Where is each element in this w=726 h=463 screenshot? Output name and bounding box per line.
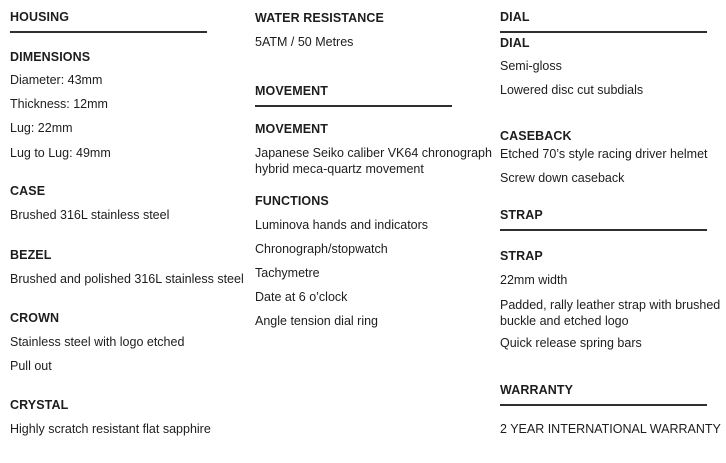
section-heading-movement: MOVEMENT bbox=[255, 84, 452, 107]
spec-dial-finish: Semi-gloss bbox=[500, 59, 562, 73]
spec-strap-material: Padded, rally leather strap with brushed buckle and etched logo bbox=[500, 298, 721, 328]
spec-strap-width: 22mm width bbox=[500, 273, 568, 287]
subheading-crown: CROWN bbox=[10, 311, 60, 325]
spec-bezel-material: Brushed and polished 316L stainless steel bbox=[10, 272, 244, 286]
spec-column-movement bbox=[255, 10, 495, 329]
spec-caseback-type: Screw down caseback bbox=[500, 171, 625, 185]
spec-warranty-term: 2 YEAR INTERNATIONAL WARRANTY bbox=[500, 422, 721, 436]
subheading-water-resistance: WATER RESISTANCE bbox=[255, 11, 384, 25]
section-heading-dial: DIAL bbox=[500, 10, 707, 33]
spec-crystal-material: Highly scratch resistant flat sapphire bbox=[10, 422, 211, 436]
section-heading-housing: HOUSING bbox=[10, 10, 207, 33]
spec-case-material: Brushed 316L stainless steel bbox=[10, 208, 170, 222]
spec-caseback-etching: Etched 70’s style racing driver helmet bbox=[500, 147, 708, 161]
subheading-strap: STRAP bbox=[500, 249, 543, 263]
subheading-case: CASE bbox=[10, 184, 46, 198]
subheading-bezel: BEZEL bbox=[10, 248, 52, 262]
spec-function-chronograph: Chronograph/stopwatch bbox=[255, 242, 388, 256]
subheading-crystal: CRYSTAL bbox=[10, 398, 69, 412]
spec-lug-to-lug: Lug to Lug: 49mm bbox=[10, 146, 111, 160]
subheading-dial: DIAL bbox=[500, 36, 530, 50]
spec-lug: Lug: 22mm bbox=[10, 121, 73, 135]
spec-crown-material: Stainless steel with logo etched bbox=[10, 335, 185, 349]
subheading-movement: MOVEMENT bbox=[255, 122, 329, 136]
subheading-dimensions: DIMENSIONS bbox=[10, 50, 91, 64]
subheading-functions: FUNCTIONS bbox=[255, 194, 329, 208]
spec-function-tachymetre: Tachymetre bbox=[255, 266, 320, 280]
section-heading-warranty: WARRANTY bbox=[500, 383, 707, 406]
spec-column-housing bbox=[10, 10, 250, 437]
spec-function-date: Date at 6 o’clock bbox=[255, 290, 348, 304]
spec-diameter: Diameter: 43mm bbox=[10, 73, 103, 87]
spec-crown-type: Pull out bbox=[10, 359, 52, 373]
section-heading-strap: STRAP bbox=[500, 208, 707, 231]
spec-column-dial-strap bbox=[500, 10, 726, 437]
spec-function-dial-ring: Angle tension dial ring bbox=[255, 314, 378, 328]
spec-dial-subdials: Lowered disc cut subdials bbox=[500, 83, 644, 97]
spec-strap-springbars: Quick release spring bars bbox=[500, 336, 642, 350]
spec-function-luminova: Luminova hands and indicators bbox=[255, 218, 429, 232]
spec-thickness: Thickness: 12mm bbox=[10, 97, 108, 111]
spec-water-resistance: 5ATM / 50 Metres bbox=[255, 35, 354, 49]
spec-movement-caliber: Japanese Seiko caliber VK64 chronograph hybrid meca-quartz movement bbox=[255, 146, 492, 176]
subheading-caseback: CASEBACK bbox=[500, 129, 572, 143]
